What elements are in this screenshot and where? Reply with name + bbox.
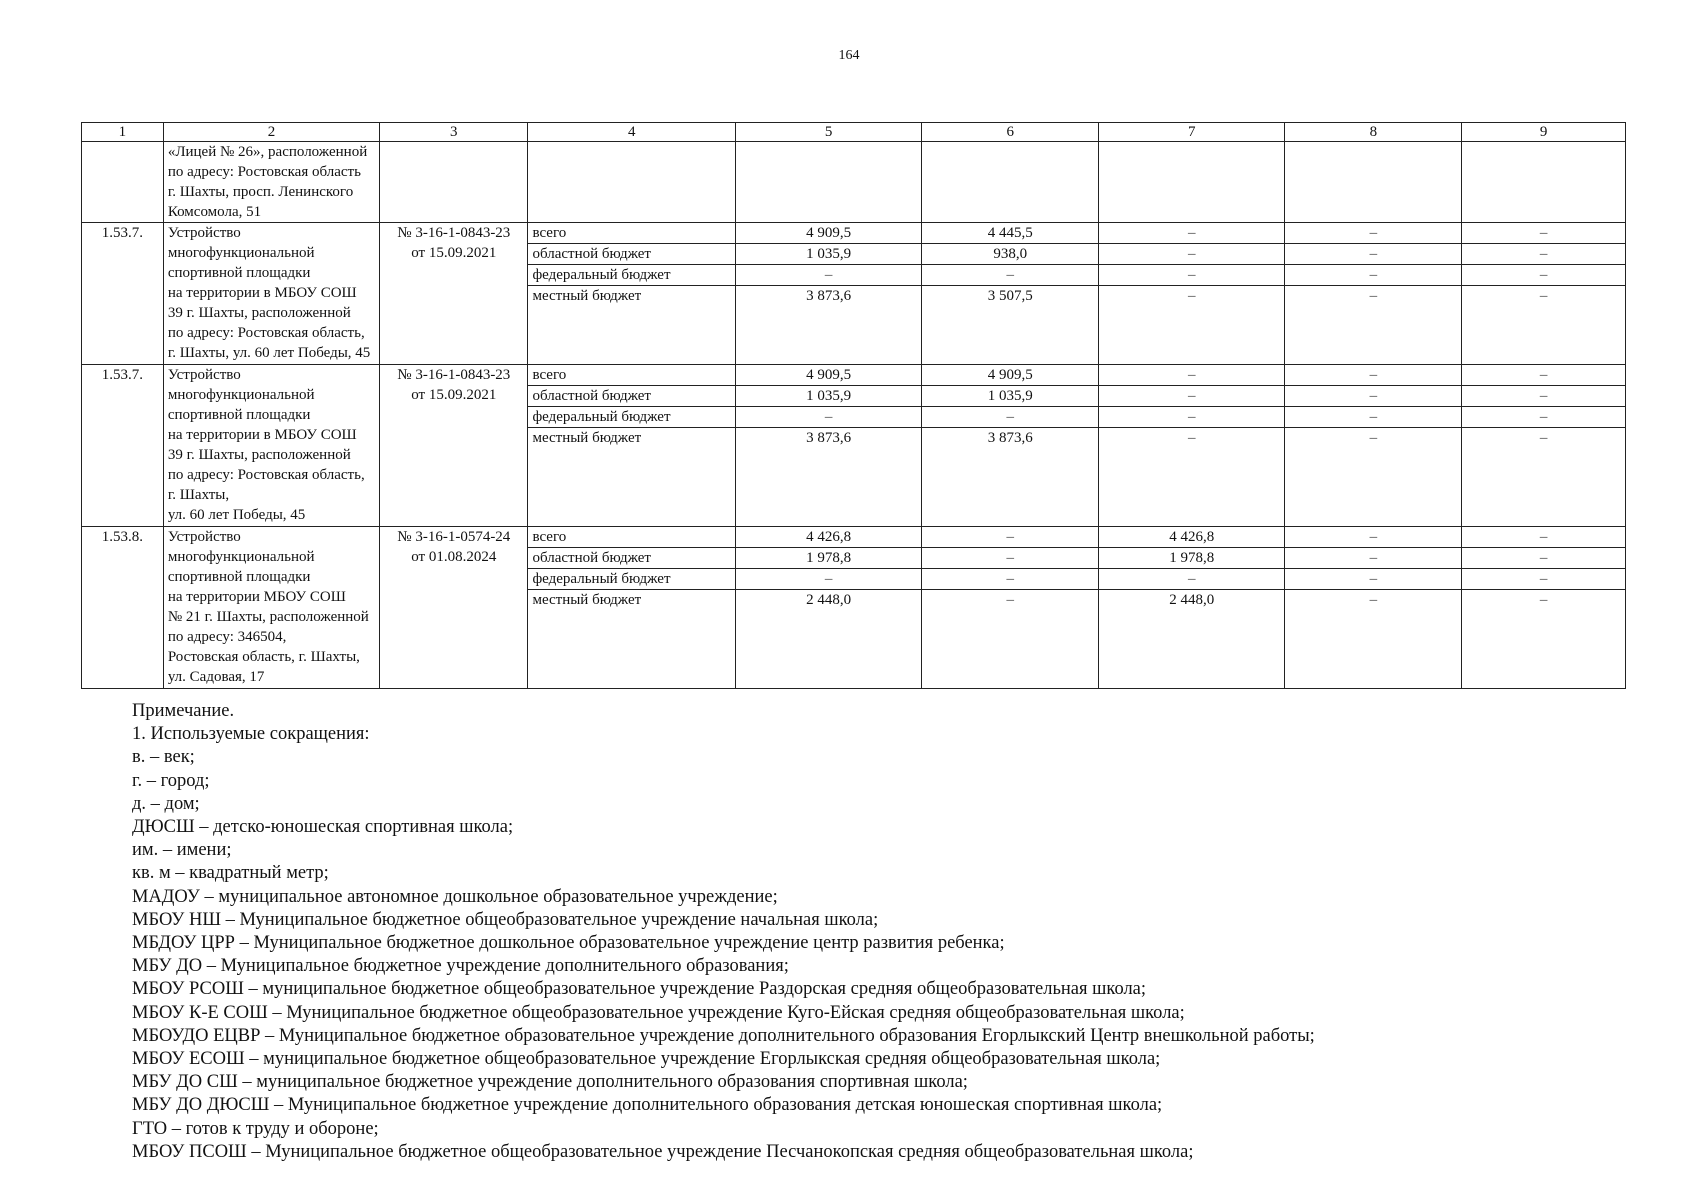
- value-c8: –: [1285, 244, 1462, 265]
- value-c5: 3 873,6: [736, 428, 922, 527]
- funding-source: областной бюджет: [528, 548, 736, 569]
- cell-line: спортивной площадки: [167, 407, 311, 423]
- value-c5: –: [736, 265, 922, 286]
- cell-line: № 3-16-1-0843-23: [397, 225, 511, 241]
- value-c8: –: [1285, 428, 1462, 527]
- empty-cell: [1285, 142, 1462, 223]
- cell-line: от 01.08.2024: [411, 549, 497, 565]
- value-c5: –: [736, 569, 922, 590]
- note-line: в. – век;: [132, 747, 195, 768]
- value-c5: –: [736, 407, 922, 428]
- value-c5: 1 035,9: [736, 386, 922, 407]
- empty-cell: [1462, 142, 1626, 223]
- empty-cell: [528, 142, 736, 223]
- funding-source: всего: [528, 223, 736, 244]
- value-c6: 3 507,5: [922, 286, 1099, 365]
- item-name: [163, 527, 379, 689]
- item-name: [163, 223, 379, 365]
- note-line: им. – имени;: [132, 840, 232, 861]
- cell-line: Комсомола, 51: [167, 204, 262, 220]
- note-line: МБОУ К-Е СОШ – Муниципальное бюджетное общеобразовательное учреждение Куго-Ейская средняя общеобразовательная школа;: [132, 1002, 1185, 1023]
- value-c7: –: [1099, 365, 1285, 386]
- funding-source: федеральный бюджет: [528, 265, 736, 286]
- value-c9: –: [1462, 244, 1626, 265]
- column-header-3: 3: [380, 123, 528, 142]
- funding-source: всего: [528, 527, 736, 548]
- value-c6: –: [922, 548, 1099, 569]
- value-c7: 4 426,8: [1099, 527, 1285, 548]
- value-c9: –: [1462, 569, 1626, 590]
- cell-line: на территории МБОУ СОШ: [167, 589, 346, 605]
- value-c9: –: [1462, 428, 1626, 527]
- cell-line: «Лицей № 26», расположенной: [167, 144, 368, 160]
- item-document: [380, 365, 528, 527]
- cell-line: многофункциональной: [167, 387, 315, 403]
- funding-source: местный бюджет: [528, 428, 736, 527]
- value-c8: –: [1285, 286, 1462, 365]
- note-line: ДЮСШ – детско-юношеская спортивная школа;: [132, 817, 514, 838]
- cell-line: по адресу: Ростовская область,: [167, 325, 365, 341]
- column-header-9: 9: [1462, 123, 1626, 142]
- value-c8: –: [1285, 365, 1462, 386]
- value-c8: –: [1285, 223, 1462, 244]
- value-c9: –: [1462, 548, 1626, 569]
- cell-line: по адресу: Ростовская область: [167, 164, 361, 180]
- value-c9: –: [1462, 286, 1626, 365]
- budget-table: [81, 122, 1626, 689]
- value-c5: 1 978,8: [736, 548, 922, 569]
- cell-line: № 3-16-1-0574-24: [397, 529, 511, 545]
- value-c8: –: [1285, 569, 1462, 590]
- empty-cell: [922, 142, 1099, 223]
- value-c9: –: [1462, 265, 1626, 286]
- funding-source: всего: [528, 365, 736, 386]
- cell-line: Устройство: [167, 225, 241, 241]
- notes-section: [132, 700, 1315, 1164]
- note-line: МБУ ДО СШ – муниципальное бюджетное учреждение дополнительного образования спортивная школа;: [132, 1072, 968, 1093]
- column-header-4: 4: [528, 123, 736, 142]
- value-c7: –: [1099, 265, 1285, 286]
- value-c5: 3 873,6: [736, 286, 922, 365]
- value-c6: 4 909,5: [922, 365, 1099, 386]
- value-c5: 2 448,0: [736, 590, 922, 689]
- empty-cell: [1099, 142, 1285, 223]
- value-c8: –: [1285, 386, 1462, 407]
- value-c9: –: [1462, 386, 1626, 407]
- value-c6: –: [922, 590, 1099, 689]
- value-c9: –: [1462, 590, 1626, 689]
- note-line: МБУ ДО ДЮСШ – Муниципальное бюджетное учреждение дополнительного образования детская юношеская спортивная школа;: [132, 1095, 1163, 1116]
- value-c6: –: [922, 569, 1099, 590]
- note-line: МБОУДО ЕЦВР – Муниципальное бюджетное образовательное учреждение дополнительного образования Егорлыкский Центр внешкольной работы;: [132, 1025, 1315, 1046]
- funding-source: областной бюджет: [528, 244, 736, 265]
- cell-line: спортивной площадки: [167, 569, 311, 585]
- continuation-num-cell: [82, 142, 164, 223]
- value-c6: –: [922, 265, 1099, 286]
- value-c6: –: [922, 407, 1099, 428]
- empty-cell: [736, 142, 922, 223]
- funding-source: областной бюджет: [528, 386, 736, 407]
- value-c9: –: [1462, 365, 1626, 386]
- cell-line: ул. 60 лет Победы, 45: [167, 507, 306, 523]
- note-line: д. – дом;: [132, 793, 200, 814]
- value-c6: 4 445,5: [922, 223, 1099, 244]
- continuation-name-cell: [163, 142, 379, 223]
- cell-line: спортивной площадки: [167, 265, 311, 281]
- note-line: МБУ ДО – Муниципальное бюджетное учреждение дополнительного образования;: [132, 956, 789, 977]
- cell-line: многофункциональной: [167, 549, 315, 565]
- note-line: г. – город;: [132, 770, 210, 791]
- notes-title: Примечание.: [132, 701, 235, 721]
- value-c6: 1 035,9: [922, 386, 1099, 407]
- empty-cell: [380, 142, 528, 223]
- cell-line: г. Шахты, ул. 60 лет Победы, 45: [167, 345, 371, 361]
- value-c7: –: [1099, 244, 1285, 265]
- funding-source: местный бюджет: [528, 286, 736, 365]
- table-row: [82, 527, 1626, 548]
- value-c6: 938,0: [922, 244, 1099, 265]
- cell-line: Ростовская область, г. Шахты,: [167, 649, 360, 665]
- value-c7: –: [1099, 428, 1285, 527]
- value-c8: –: [1285, 407, 1462, 428]
- column-header-1: 1: [82, 123, 164, 142]
- note-line: МАДОУ – муниципальное автономное дошкольное образовательное учреждение;: [132, 886, 778, 907]
- cell-line: г. Шахты,: [167, 487, 230, 503]
- value-c8: –: [1285, 590, 1462, 689]
- item-number: 1.53.7.: [82, 365, 164, 527]
- column-header-6: 6: [922, 123, 1099, 142]
- cell-line: по адресу: Ростовская область,: [167, 467, 365, 483]
- table-row: [82, 223, 1626, 244]
- cell-line: № 3-16-1-0843-23: [397, 367, 511, 383]
- column-header-8: 8: [1285, 123, 1462, 142]
- column-header-2: 2: [163, 123, 379, 142]
- value-c7: 1 978,8: [1099, 548, 1285, 569]
- continuation-row: [82, 142, 1626, 223]
- value-c7: –: [1099, 407, 1285, 428]
- cell-line: по адресу: 346504,: [167, 629, 287, 645]
- value-c5: 4 909,5: [736, 365, 922, 386]
- cell-line: на территории в МБОУ СОШ: [167, 285, 357, 301]
- cell-line: г. Шахты, просп. Ленинского: [167, 184, 354, 200]
- item-number: 1.53.8.: [82, 527, 164, 689]
- value-c8: –: [1285, 527, 1462, 548]
- value-c7: –: [1099, 569, 1285, 590]
- value-c5: 4 909,5: [736, 223, 922, 244]
- item-document: [380, 223, 528, 365]
- funding-source: федеральный бюджет: [528, 569, 736, 590]
- note-line: МБОУ ПСОШ – Муниципальное бюджетное общеобразовательное учреждение Песчанокопская средняя общеобразовательная школа;: [132, 1141, 1194, 1162]
- cell-line: 39 г. Шахты, расположенной: [167, 447, 351, 463]
- value-c7: –: [1099, 223, 1285, 244]
- note-line: МБОУ ЕСОШ – муниципальное бюджетное общеобразовательное учреждение Егорлыкская средняя общеобразовательная школа;: [132, 1049, 1161, 1070]
- note-line: МБОУ РСОШ – муниципальное бюджетное общеобразовательное учреждение Раздорская средняя общеобразовательная школа;: [132, 979, 1147, 1000]
- item-number: 1.53.7.: [82, 223, 164, 365]
- value-c9: –: [1462, 407, 1626, 428]
- page-number: 164: [838, 48, 860, 63]
- table-header-row: [82, 123, 1626, 142]
- cell-line: на территории в МБОУ СОШ: [167, 427, 357, 443]
- value-c6: –: [922, 527, 1099, 548]
- value-c6: 3 873,6: [922, 428, 1099, 527]
- note-line: ГТО – готов к труду и обороне;: [132, 1118, 379, 1139]
- cell-line: № 21 г. Шахты, расположенной: [167, 609, 369, 625]
- item-document: [380, 527, 528, 689]
- table-row: [82, 365, 1626, 386]
- column-header-7: 7: [1099, 123, 1285, 142]
- cell-line: 39 г. Шахты, расположенной: [167, 305, 351, 321]
- cell-line: от 15.09.2021: [411, 387, 497, 403]
- cell-line: многофункциональной: [167, 245, 315, 261]
- item-name: [163, 365, 379, 527]
- cell-line: Устройство: [167, 529, 241, 545]
- note-line: МБОУ НШ – Муниципальное бюджетное общеобразовательное учреждение начальная школа;: [132, 909, 879, 930]
- note-line: 1. Используемые сокращения:: [132, 724, 370, 745]
- value-c7: –: [1099, 386, 1285, 407]
- funding-source: местный бюджет: [528, 590, 736, 689]
- value-c5: 1 035,9: [736, 244, 922, 265]
- value-c9: –: [1462, 223, 1626, 244]
- note-line: МБДОУ ЦРР – Муниципальное бюджетное дошкольное образовательное учреждение центр развития ребенка;: [132, 933, 1005, 954]
- value-c7: –: [1099, 286, 1285, 365]
- note-line: кв. м – квадратный метр;: [132, 863, 329, 884]
- column-header-5: 5: [736, 123, 922, 142]
- cell-line: Устройство: [167, 367, 241, 383]
- cell-line: от 15.09.2021: [411, 245, 497, 261]
- value-c8: –: [1285, 265, 1462, 286]
- cell-line: ул. Садовая, 17: [167, 669, 265, 685]
- value-c5: 4 426,8: [736, 527, 922, 548]
- funding-source: федеральный бюджет: [528, 407, 736, 428]
- value-c7: 2 448,0: [1099, 590, 1285, 689]
- notes-lines: [132, 723, 1315, 1164]
- value-c8: –: [1285, 548, 1462, 569]
- value-c9: –: [1462, 527, 1626, 548]
